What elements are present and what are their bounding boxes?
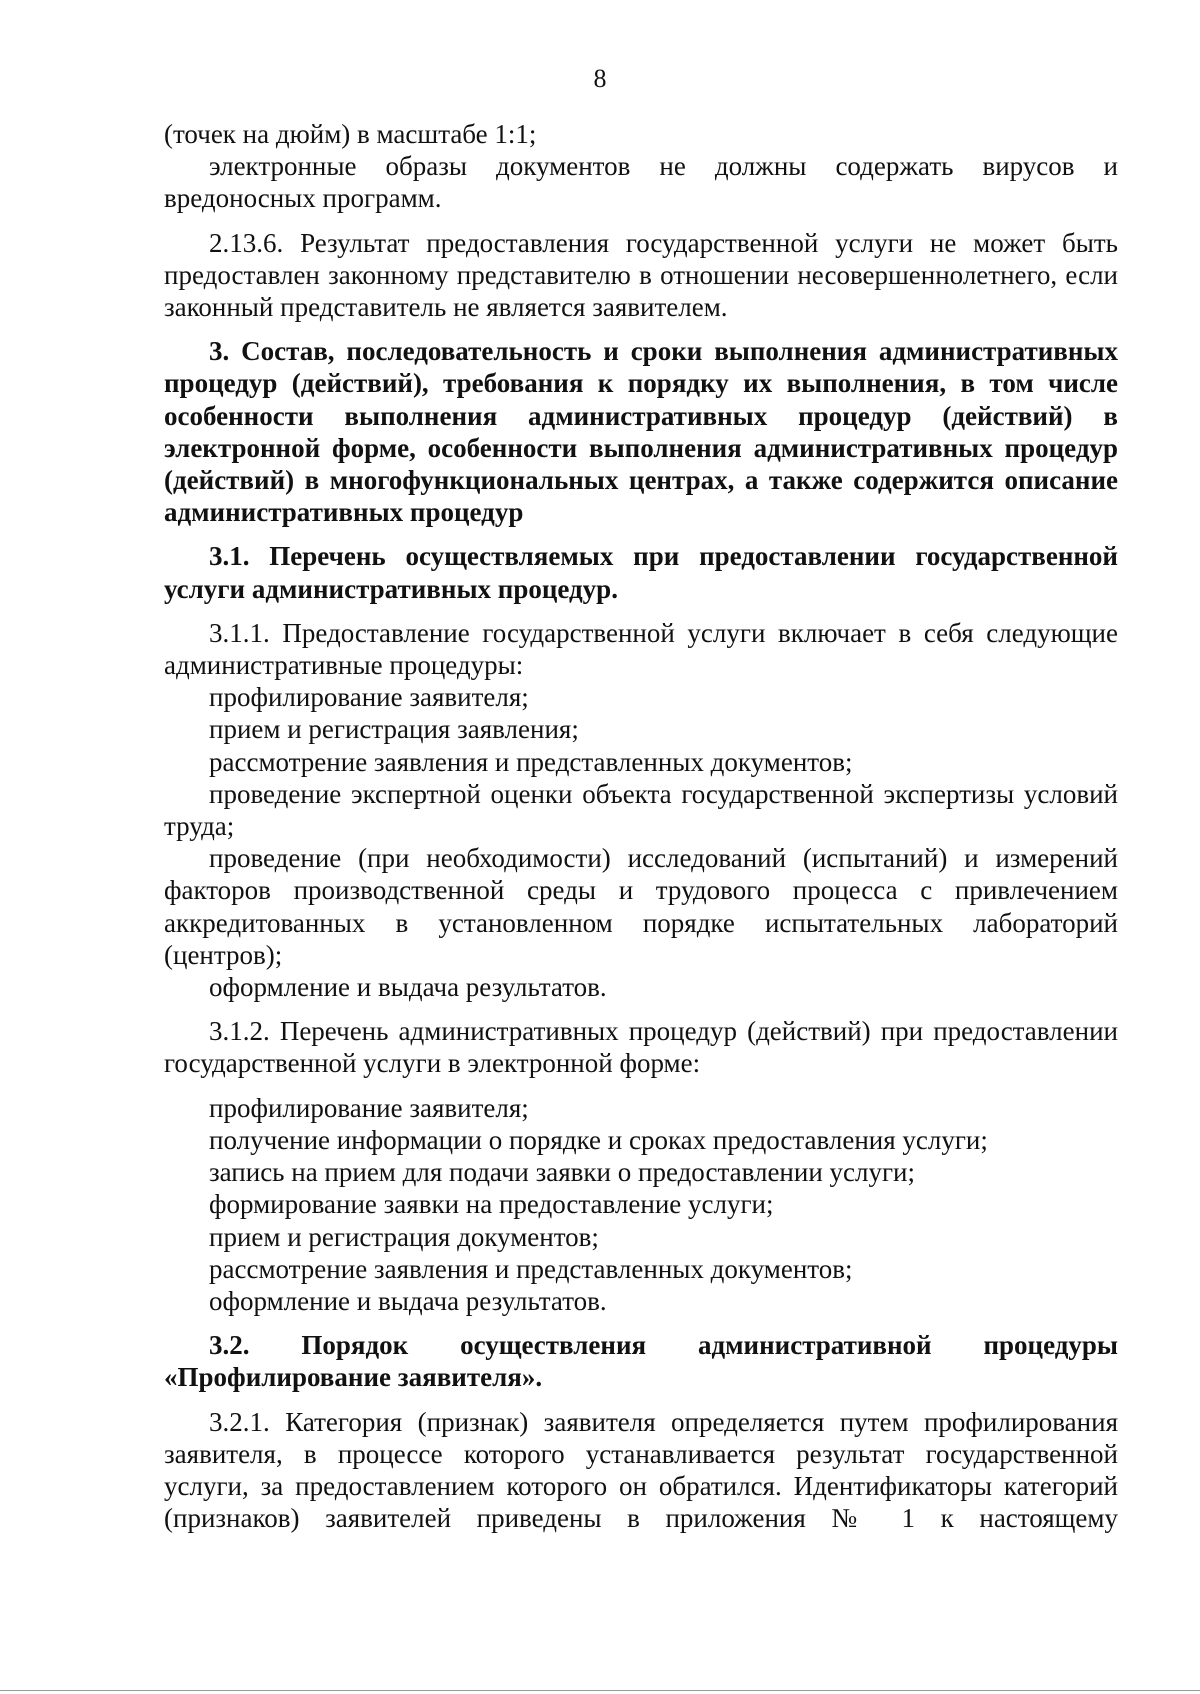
paragraph-3-1-1: 3.1.1. Предоставление государственной услуги включает в себя следующие административные процедуры: — [164, 617, 1118, 681]
scan-bottom-edge — [0, 1690, 1200, 1691]
paragraph-2-13-6: 2.13.6. Результат предоставления государственной услуги не может быть предоставлен законному представителю в отношении несовершеннолетнего, если законный представитель не является заявителем. — [164, 227, 1118, 323]
list-item: формирование заявки на предоставление услуги; — [209, 1189, 774, 1220]
list-item: запись на прием для подачи заявки о предоставлении услуги; — [209, 1157, 916, 1188]
page-number: 8 — [593, 64, 607, 93]
paragraph-3-1-2: 3.1.2. Перечень административных процедур (действий) при предоставлении государственной услуги в электронной форме: — [164, 1016, 1118, 1079]
list-item: проведение экспертной оценки объекта государственной экспертизы условий труда; — [164, 778, 1118, 842]
document-body — [164, 118, 1118, 1534]
list-item: рассмотрение заявления и представленных документов; — [209, 1253, 853, 1284]
list-item: профилирование заявителя; — [209, 1092, 529, 1123]
list-3-1-1 — [164, 681, 1118, 1003]
section-3-2-heading: 3.2. Порядок осуществления административной процедуры «Профилирование заявителя». — [164, 1330, 1118, 1393]
list-3-1-2 — [164, 1092, 1118, 1317]
list-item: рассмотрение заявления и представленных документов; — [209, 746, 853, 777]
list-item: проведение (при необходимости) исследований (испытаний) и измерений факторов производственной среды и трудового процесса с привлечением аккредитованных в установленном порядке испытательных лабораторий (центров); — [164, 843, 1118, 970]
list-item: прием и регистрация заявления; — [209, 714, 579, 745]
paragraph-virus-requirement: электронные образы документов не должны содержать вирусов и вредоносных программ. — [164, 151, 1118, 214]
list-item: оформление и выдача результатов. — [209, 972, 607, 1003]
paragraph-3-2-1: 3.2.1. Категория (признак) заявителя определяется путем профилирования заявителя, в процессе которого устанавливается результат государственной услуги, за предоставлением которого он обратился. Идентификаторы категорий (признаков) заявителей приведены в приложения № 1 к настоящему — [164, 1406, 1118, 1534]
section-3-1-heading: 3.1. Перечень осуществляемых при предоставлении государственной услуги административных процедур. — [164, 541, 1118, 604]
paragraph-dpi-continuation: (точек на дюйм) в масштабе 1:1; — [164, 119, 537, 149]
list-item: профилирование заявителя; — [209, 682, 529, 713]
list-item: оформление и выдача результатов. — [209, 1285, 607, 1316]
list-item: прием и регистрация документов; — [209, 1221, 599, 1252]
list-item: получение информации о порядке и сроках предоставления услуги; — [209, 1124, 988, 1155]
section-3-heading: 3. Состав, последовательность и сроки выполнения административных процедур (действий), требования к порядку их выполнения, в том числе особенности выполнения административных процедур (действий) в электронной форме, особенности выполнения административных процедур (действий) в многофункциональных центрах, а также содержится описание административных процедур — [164, 336, 1118, 528]
